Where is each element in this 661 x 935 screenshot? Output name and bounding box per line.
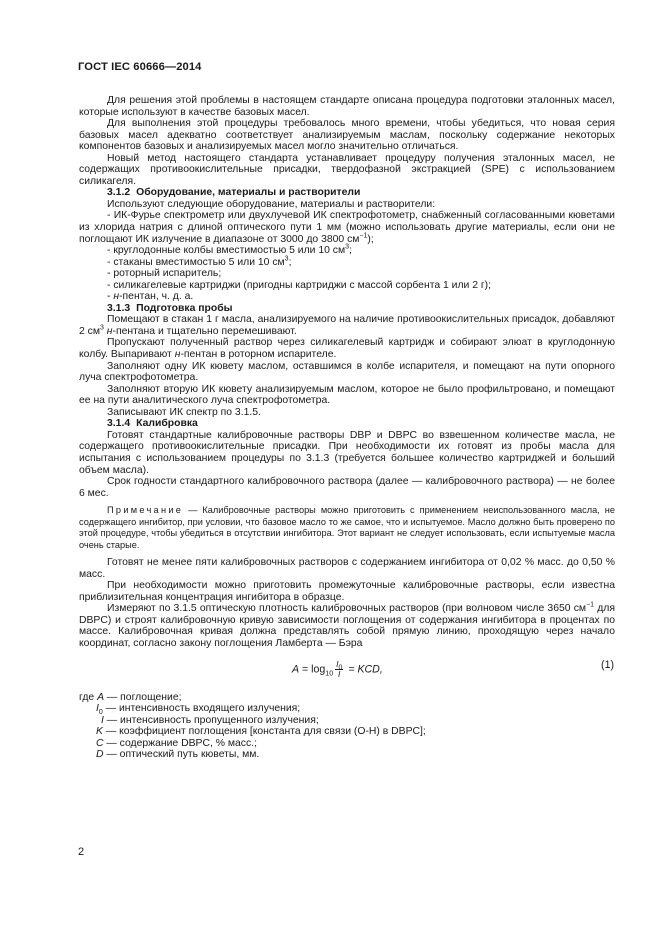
list-item: - роторный испаритель; [107, 268, 222, 280]
formula-expression: $A = \log_{10}$ $\frac{I_0}{I}$ = KCD, [292, 658, 383, 679]
formula-fraction: $\frac{I_0}{I}$ [336, 658, 343, 679]
paragraph: Для выполнения этой процедуры требовалось много времени, чтобы убедиться, что новая серия базовых масел адекватно соответствует анализируемым маслам, поскольку содержание некоторых компонентов базовых и анализируемых масел могло значительно отличаться. [79, 118, 615, 153]
paragraph: Готовят стандартные калибровочные растворы DBP и DBPC во взвешенном количестве масла, не содержащего противоокислительные присадки. При необходимости их готовят из пробы масла для испытания с использованием процедуры по 3.1.3 (требуется большее количество картриджей и больший объем масла). [79, 429, 615, 476]
page-number: 2 [78, 846, 85, 858]
paragraph: Помещают в стакан 1 г масла, анализируемого на наличие противоокислительных присадок, добавляют 2 $см^3$ н-пентана и тщательно перемешивают. [79, 314, 615, 337]
legend-line: $I_0$ — интенсивность входящего излучения; [96, 703, 301, 717]
section-title: Оборудование, материалы и растворители [136, 187, 361, 199]
paragraph: Срок годности стандартного калибровочного раствора (далее — калибровочного раствора) — не более 6 мес. [79, 476, 615, 499]
page-body [79, 95, 615, 761]
section-number: 3.1.3 [107, 302, 131, 314]
legend-line: C — содержание DBPC, % масс.; [96, 737, 257, 749]
paragraph: Заполняют одну ИК кювету маслом, оставшимся в колбе испарителя, и помещают на пути опорного луча спектрофотометра. [79, 360, 615, 384]
section-heading-3-1-2 [79, 187, 615, 199]
paragraph: Новый метод настоящего стандарта устанавливает процедуру получения эталонных масел, не содержащих противоокислительные присадки, твердофазной экстракцией (SPE) с использованием силикагеля. [79, 152, 615, 187]
paragraph: Заполняют вторую ИК кювету анализируемым маслом, которое не было профильтровано, и помещают ее на пути аналитического луча спектрофотометра. [79, 383, 615, 407]
legend-line: D — оптический путь кюветы, мм. [96, 749, 260, 761]
list-item: - круглодонные колбы вместимостью 5 или 10 $см^3$; [107, 243, 352, 257]
legend-line: I — интенсивность пропущенного излучения; [101, 714, 319, 726]
section-heading-3-1-4 [79, 418, 615, 430]
list-item: - н-пентан, ч. д. а. [107, 291, 194, 303]
section-heading-3-1-3 [79, 303, 615, 315]
legend-line: K — коэффициент поглощения [константа для связи (О-Н) в DBPC]; [96, 726, 426, 738]
paragraph: Записывают ИК спектр по 3.1.5. [107, 406, 261, 418]
paragraph: Готовят не менее пяти калибровочных растворов с содержанием ингибитора от 0,02 % масс. до 0,50 % масс. [79, 557, 615, 580]
formula-lambert-beer [79, 656, 615, 686]
legend-line: где A — поглощение; [79, 691, 182, 703]
section-number: 3.1.4 [107, 418, 131, 430]
paragraph: Используют следующие оборудование, материалы и растворители: [107, 198, 436, 210]
note [79, 505, 615, 551]
paragraph: При необходимости можно приготовить промежуточные калибровочные растворы, если известна приблизительная концентрация ингибитора в образце. [79, 580, 615, 603]
document-header: ГОСТ IEC 60666—2014 [78, 61, 202, 73]
paragraph: Пропускают полученный раствор через силикагелевый картридж и собирают элюат в круглодонную колбу. Выпаривают н-пентан в роторном испарителе. [79, 337, 615, 361]
note-text: — Калибровочные растворы можно приготовить с применением неиспользованного масла, не содержащего ингибитор, при условии, что базовое масло то же самое, что и испытуемое. Масло должно быть проверено по этой процедуре, чтобы убедиться в отсутствии ингибитора. Этот вариант не следует использовать, если испытуемые масла очень старые. [79, 505, 615, 550]
section-title: Подготовка пробы [136, 302, 233, 314]
section-title: Калибровка [136, 418, 198, 430]
formula-number: (1) [601, 658, 614, 671]
list-item: - силикагелевые картриджи (пригодны картриджи с массой сорбента 1 или 2 г); [107, 279, 492, 291]
list-item: - стаканы вместимостью 5 или 10 $см^3$; [107, 255, 292, 268]
paragraph: Измеряют по 3.1.5 оптическую плотность калибровочных растворов (при волновом числе 3650 $см^{-1}$ для DBPC) и строят калибровочную кривую зависимости поглощения от содержания ингибитора в процентах по массе. Калибровочная кривая должна представлять собой прямую линию, проходящую через начало координат, согласно закону поглощения Ламберта — Бэра [79, 601, 615, 649]
section-number: 3.1.2 [107, 187, 131, 199]
paragraph: Для решения этой проблемы в настоящем стандарте описана процедура подготовки эталонных масел, которые используют в качестве базовых масел. [79, 95, 615, 118]
list-item: - ИК-Фурье спектрометр или двухлучевой ИК спектрофотометр, снабженный согласованными кюветами из хлорида натрия с длиной оптического пути 1 мм (можно использовать другие материалы, если они не поглощают ИК излучение в диапазоне от 3000 до 3800 $см^{-1}$); [79, 210, 615, 245]
note-label: Примечание [107, 505, 184, 516]
